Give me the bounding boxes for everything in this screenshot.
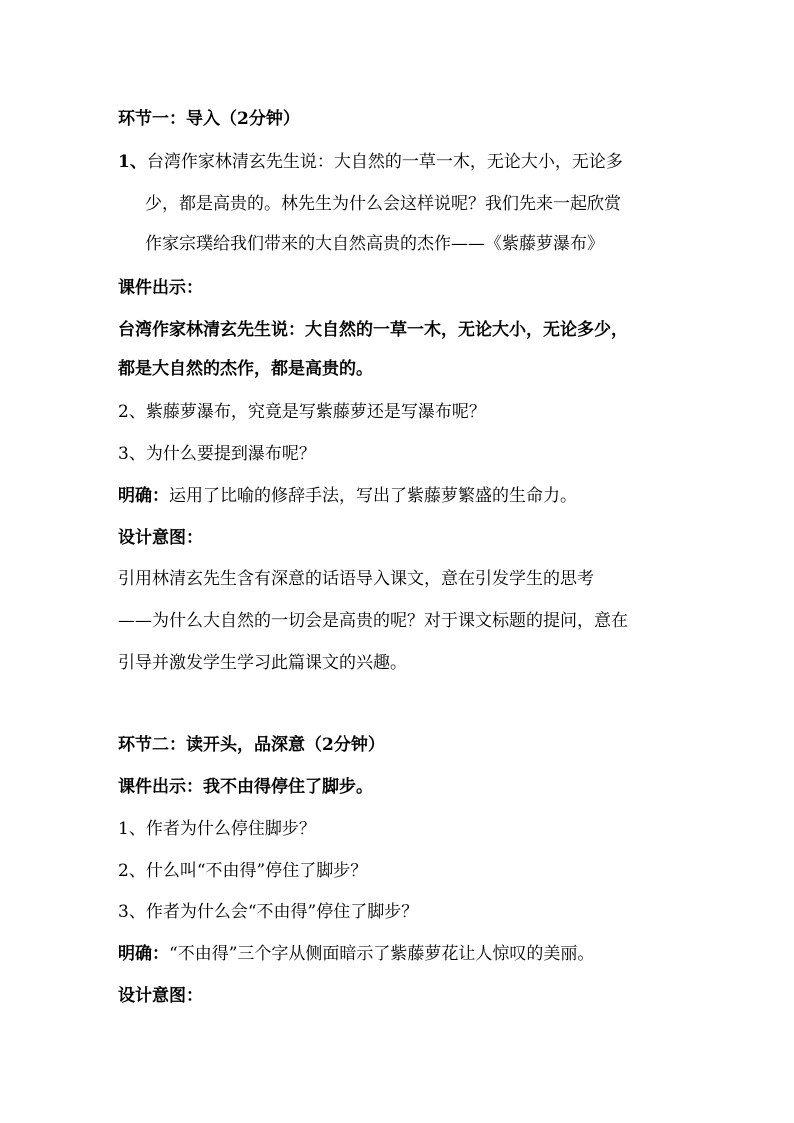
section1-design-line2: ——为什么大自然的一切会是高贵的呢？对于课文标题的提问，意在 [118, 611, 628, 631]
clarify-text: “不由得”三个字从侧面暗示了紫藤萝花让人惊叹的美丽。 [169, 944, 595, 964]
section1-quote-line1: 台湾作家林清玄先生说：大自然的一草一木，无论大小，无论多少， [118, 320, 628, 340]
section1-heading: 环节一：导入（2分钟） [118, 109, 300, 129]
section1-design-label: 设计意图： [118, 528, 203, 548]
item-text: 台湾作家林清玄先生说：大自然的一草一木，无论大小，无论多 [146, 152, 623, 172]
clarify-label: 明确： [118, 486, 169, 506]
section2-item1: 1、作者为什么停住脚步？ [118, 819, 316, 839]
clarify-text: 运用了比喻的修辞手法，写出了紫藤萝繁盛的生命力。 [169, 486, 577, 506]
section1-item2: 2、紫藤萝瀑布，究竟是写紫藤萝还是写瀑布呢？ [118, 402, 486, 422]
section1-item1-line2: 少，都是高贵的。林先生为什么会这样说呢？我们先来一起欣赏 [145, 194, 621, 214]
section1-design-line3: 引导并激发学生学习此篇课文的兴趣。 [118, 653, 407, 673]
courseware-text: 我不由得停住了脚步。 [203, 777, 373, 797]
section1-courseware-label: 课件出示： [118, 278, 203, 298]
section2-heading: 环节二：读开头，品深意（2分钟） [118, 735, 385, 755]
section1-item3: 3、为什么要提到瀑布呢？ [118, 444, 316, 464]
section2-item2: 2、什么叫“不由得”停住了脚步？ [118, 861, 368, 881]
section2-courseware [118, 775, 373, 799]
section1-item1-line1 [118, 150, 623, 174]
section1-quote-line2: 都是大自然的杰作，都是高贵的。 [118, 359, 373, 379]
clarify-label: 明确： [118, 944, 169, 964]
section2-clarify [118, 942, 594, 966]
courseware-label: 课件出示： [118, 777, 203, 797]
section1-clarify [118, 484, 577, 508]
section2-design-label: 设计意图： [118, 986, 203, 1006]
section1-design-line1: 引用林清玄先生含有深意的话语导入课文，意在引发学生的思考 [118, 569, 594, 589]
item-number: 1、 [118, 152, 147, 172]
section1-item1-line3: 作家宗璞给我们带来的大自然高贵的杰作——《紫藤萝瀑布》 [145, 234, 604, 254]
section2-item3: 3、作者为什么会“不由得”停住了脚步？ [118, 902, 419, 922]
